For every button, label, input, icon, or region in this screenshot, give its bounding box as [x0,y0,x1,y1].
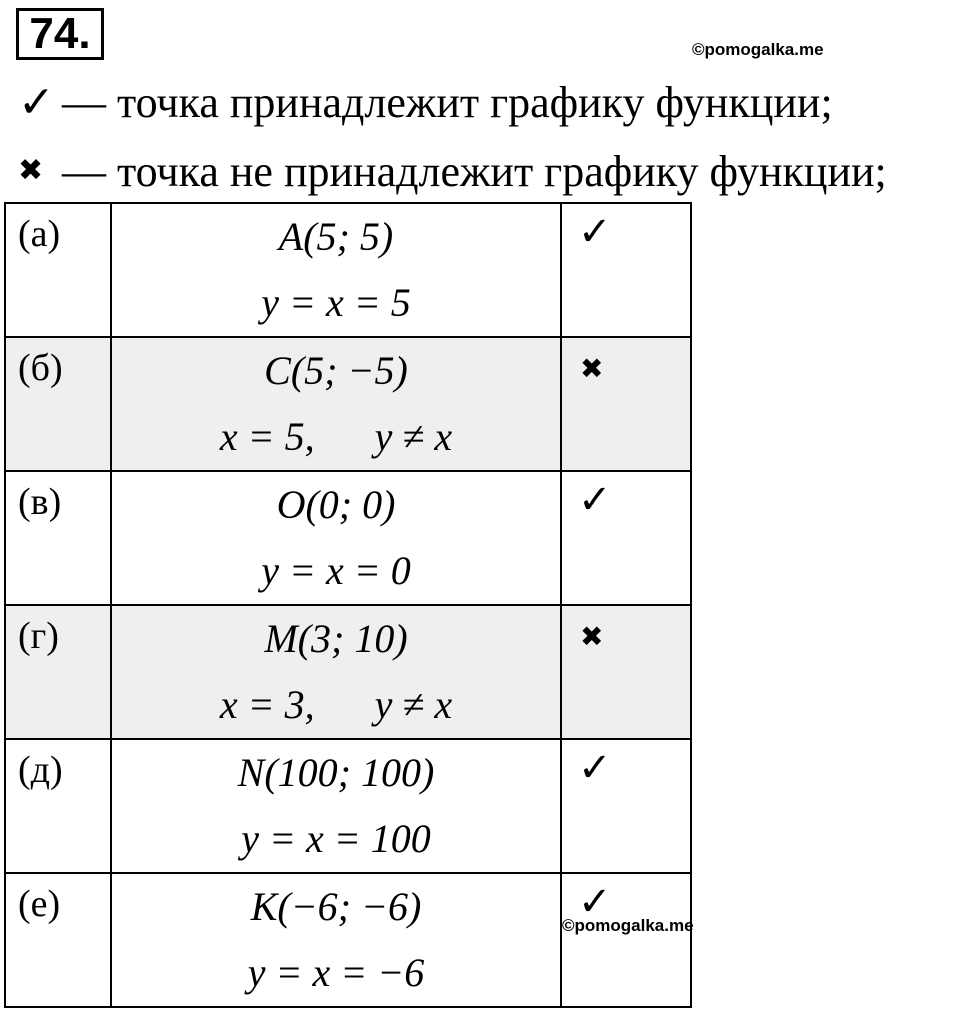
points-table [4,202,692,1008]
check-icon: ✓ [561,739,691,873]
point-coordinates: M(3; 10) [264,616,408,661]
table-row [5,337,691,471]
point-coordinates: A(5; 5) [278,214,394,259]
row-label: (в) [5,471,111,605]
cross-icon: ✖ [561,605,691,739]
point-coordinates: K(−6; −6) [250,884,422,929]
point-coordinates: O(0; 0) [276,482,396,527]
legend-belongs [18,78,833,128]
row-label: (а) [5,203,111,337]
watermark-top: ©pomogalka.me [692,40,824,59]
row-label: (б) [5,337,111,471]
point-equation: y = x = 0 [261,548,411,593]
cross-icon: ✖ [18,154,44,187]
point-equation: y = x = 100 [241,816,431,861]
check-icon: ✓ [561,873,691,1007]
row-math [111,337,561,471]
problem-number: 74. [16,8,104,60]
row-math [111,471,561,605]
row-math [111,203,561,337]
point-coordinates: C(5; −5) [264,348,408,393]
check-icon: ✓ [561,471,691,605]
point-coordinates: N(100; 100) [237,750,435,795]
check-icon: ✓ [561,203,691,337]
point-equation: x = 5, y ≠ x [219,414,453,459]
row-label: (е) [5,873,111,1007]
table-row [5,739,691,873]
cross-icon: ✖ [561,337,691,471]
legend-not-belongs [18,146,887,197]
row-math [111,873,561,1007]
point-equation: y = x = 5 [261,280,411,325]
row-label: (г) [5,605,111,739]
table-row [5,605,691,739]
table-row [5,471,691,605]
point-equation: y = x = −6 [247,950,425,995]
row-label: (д) [5,739,111,873]
point-equation: x = 3, y ≠ x [219,682,453,727]
row-math [111,605,561,739]
row-math [111,739,561,873]
table-row [5,873,691,1007]
check-icon: ✓ [18,78,55,127]
legend-belongs-text: — точка принадлежит графику функции; [62,78,833,127]
watermark-bottom: ©pomogalka.me [562,916,694,935]
table-row [5,203,691,337]
legend-not-belongs-text: — точка не принадлежит графику функции; [62,147,887,196]
